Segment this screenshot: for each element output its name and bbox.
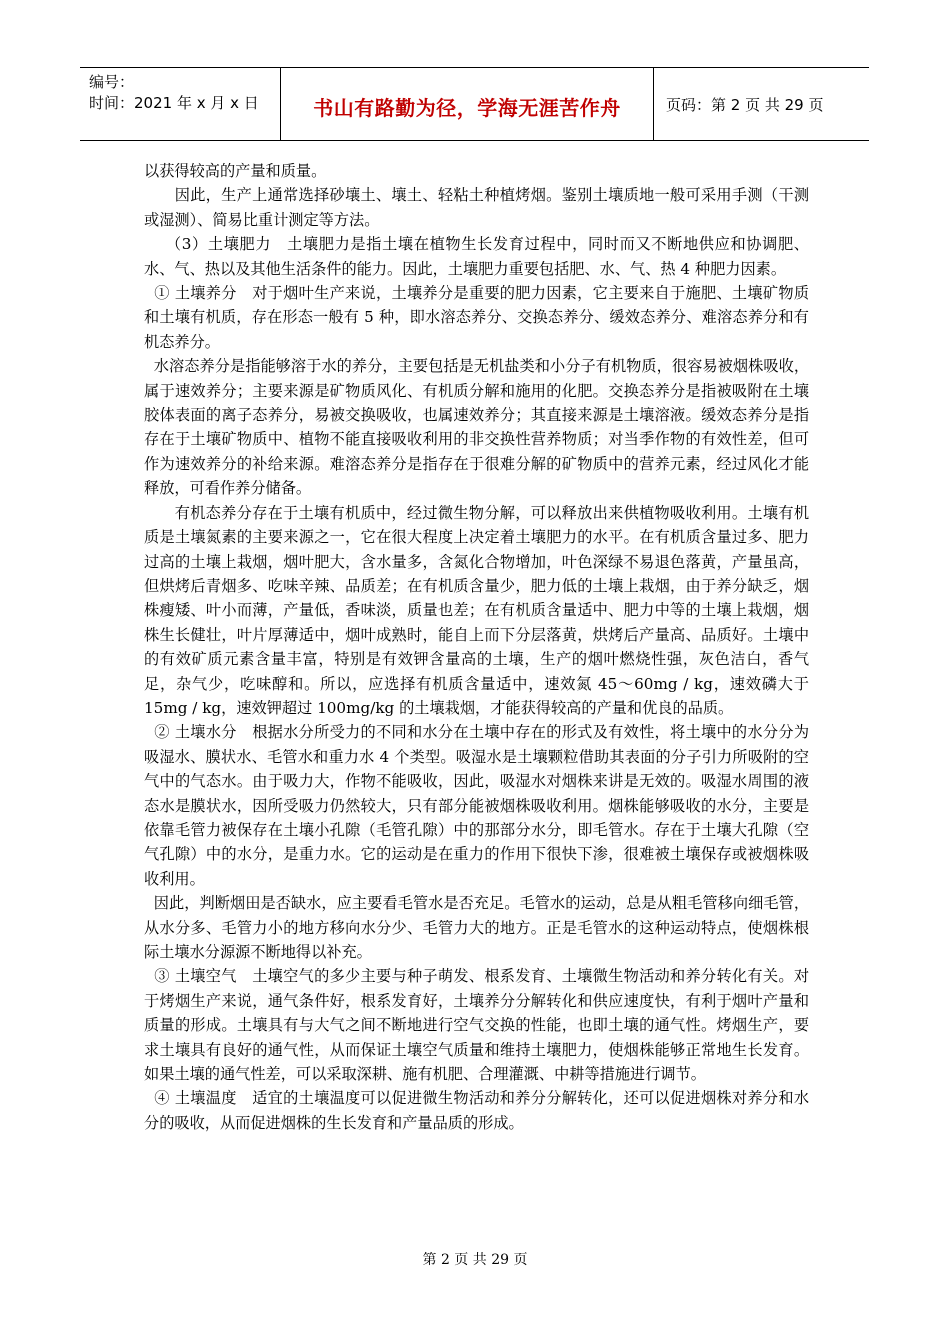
body-paragraph: 因此，生产上通常选择砂壤土、壤土、轻粘土种植烤烟。鉴别土壤质地一般可采用手测（干测或湿测）、简易比重计测定等方法。 — [144, 186, 810, 229]
header-meta-cell — [80, 68, 281, 140]
body-paragraph: ② 土壤水分 根据水分所受力的不同和水分在土壤中存在的形式及有效性，将土壤中的水分分为吸湿水、膜状水、毛管水和重力水 4 个类型。吸湿水是土壤颗粒借助其表面的分子引力所吸附的空气中的气态水。由于吸力大，作物不能吸收，因此，吸湿水对烟株来讲是无效的。吸湿水周围的液态水是膜状水，因所受吸力仍然较大，只有部分能被烟株吸收利用。烟株能够吸收的水分，主要是依靠毛管力被保存在土壤小孔隙（毛管孔隙）中的那部分水分，即毛管水。存在于土壤大孔隙（空气孔隙）中的水分，是重力水。它的运动是在重力的作用下很快下渗，很难被土壤保存或被烟株吸收利用。 — [144, 723, 810, 888]
document-body — [144, 159, 814, 1135]
body-paragraph: ③ 土壤空气 土壤空气的多少主要与种子萌发、根系发育、土壤微生物活动和养分转化有关。对于烤烟生产来说，通气条件好，根系发育好，土壤养分分解转化和供应速度快，有利于烟叶产量和质量的形成。土壤具有与大气之间不断地进行空气交换的性能，也即土壤的通气性。烤烟生产，要求土壤具有良好的通气性，从而保证土壤空气质量和维持土壤肥力，使烟株能够正常地生长发育。如果土壤的通气性差，可以采取深耕、施有机肥、合理灌溉、中耕等措施进行调节。 — [144, 967, 810, 1084]
body-paragraph: ④ 土壤温度 适宜的土壤温度可以促进微生物活动和养分分解转化，还可以促进烟株对养分和水分的吸收，从而促进烟株的生长发育和产量品质的形成。 — [144, 1089, 810, 1132]
page-footer: 第 2 页 共 29 页 — [422, 1252, 528, 1268]
header-page-cell — [654, 68, 869, 140]
body-paragraph: 因此，判断烟田是否缺水，应主要看毛管水是否充足。毛管水的运动，总是从粗毛管移向细毛管，从水分多、毛管力小的地方移向水分少、毛管力大的地方。正是毛管水的这种运动特点，使烟株根际土壤水分源源不断地得以补充。 — [144, 894, 810, 961]
body-paragraph: （3）土壤肥力 土壤肥力是指土壤在植物生长发育过程中，同时而又不断地供应和协调肥、水、气、热以及其他生活条件的能力。因此，土壤肥力重要包括肥、水、气、热 4 种肥力因素。 — [144, 235, 809, 278]
page-header — [80, 67, 869, 141]
body-paragraph: 水溶态养分是指能够溶于水的养分，主要包括是无机盐类和小分子有机物质，很容易被烟株吸收，属于速效养分；主要来源是矿物质风化、有机质分解和施用的化肥。交换态养分是指被吸附在土壤胶体表面的离子态养分，易被交换吸收，也属速效养分；其直接来源是土壤溶液。缓效态养分是指存在于土壤矿物质中、植物不能直接吸收利用的非交换性营养物质；对当季作物的有效性差，但可作为速效养分的补给来源。难溶态养分是指存在于很难分解的矿物质中的营养元素，经过风化才能释放，可看作养分储备。 — [144, 357, 810, 498]
body-paragraph: 有机态养分存在于土壤有机质中，经过微生物分解，可以释放出来供植物吸收利用。土壤有机质是土壤氮素的主要来源之一，它在很大程度上决定着土壤肥力的水平。在有机质含量过多、肥力过高的土壤上栽烟，烟叶肥大，含水量多，含氮化合物增加，叶色深绿不易退色落黄，产量虽高，但烘烤后青烟多、吃味辛辣、品质差；在有机质含量少，肥力低的土壤上栽烟，由于养分缺乏，烟株瘦矮、叶小而薄，产量低，香味淡，质量也差；在有机质含量适中、肥力中等的土壤上栽烟，烟株生长健壮，叶片厚薄适中，烟叶成熟时，能自上而下分层落黄，烘烤后产量高、品质好。土壤中的有效矿质元素含量丰富，特别是有效钾含量高的土壤，生产的烟叶燃烧性强，灰色洁白，香气足，杂气少，吃味醇和。所以，应选择有机质含量适中，速效氮 45～60mg / kg，速效磷大于 15mg / kg，速效钾超过 100mg/kg 的土壤栽烟，才能获得较高的产量和优良的品质。 — [144, 503, 814, 717]
body-paragraph: ① 土壤养分 对于烟叶生产来说，土壤养分是重要的肥力因素，它主要来自于施肥、土壤矿物质和土壤有机质，存在形态一般有 5 种，即水溶态养分、交换态养分、缓效态养分、难溶态养分和有机态养分。 — [144, 284, 810, 351]
header-motto: 书山有路勤为径，学海无涯苦作舟 — [313, 96, 621, 120]
header-motto-cell — [281, 68, 654, 140]
header-page-info: 页码：第 2 页 共 29 页 — [666, 96, 824, 114]
document-date-label: 时间：2021 年 x 月 x 日 — [89, 94, 259, 112]
document-number-label: 编号： — [89, 73, 135, 91]
body-paragraph: 以获得较高的产量和质量。 — [144, 162, 327, 180]
